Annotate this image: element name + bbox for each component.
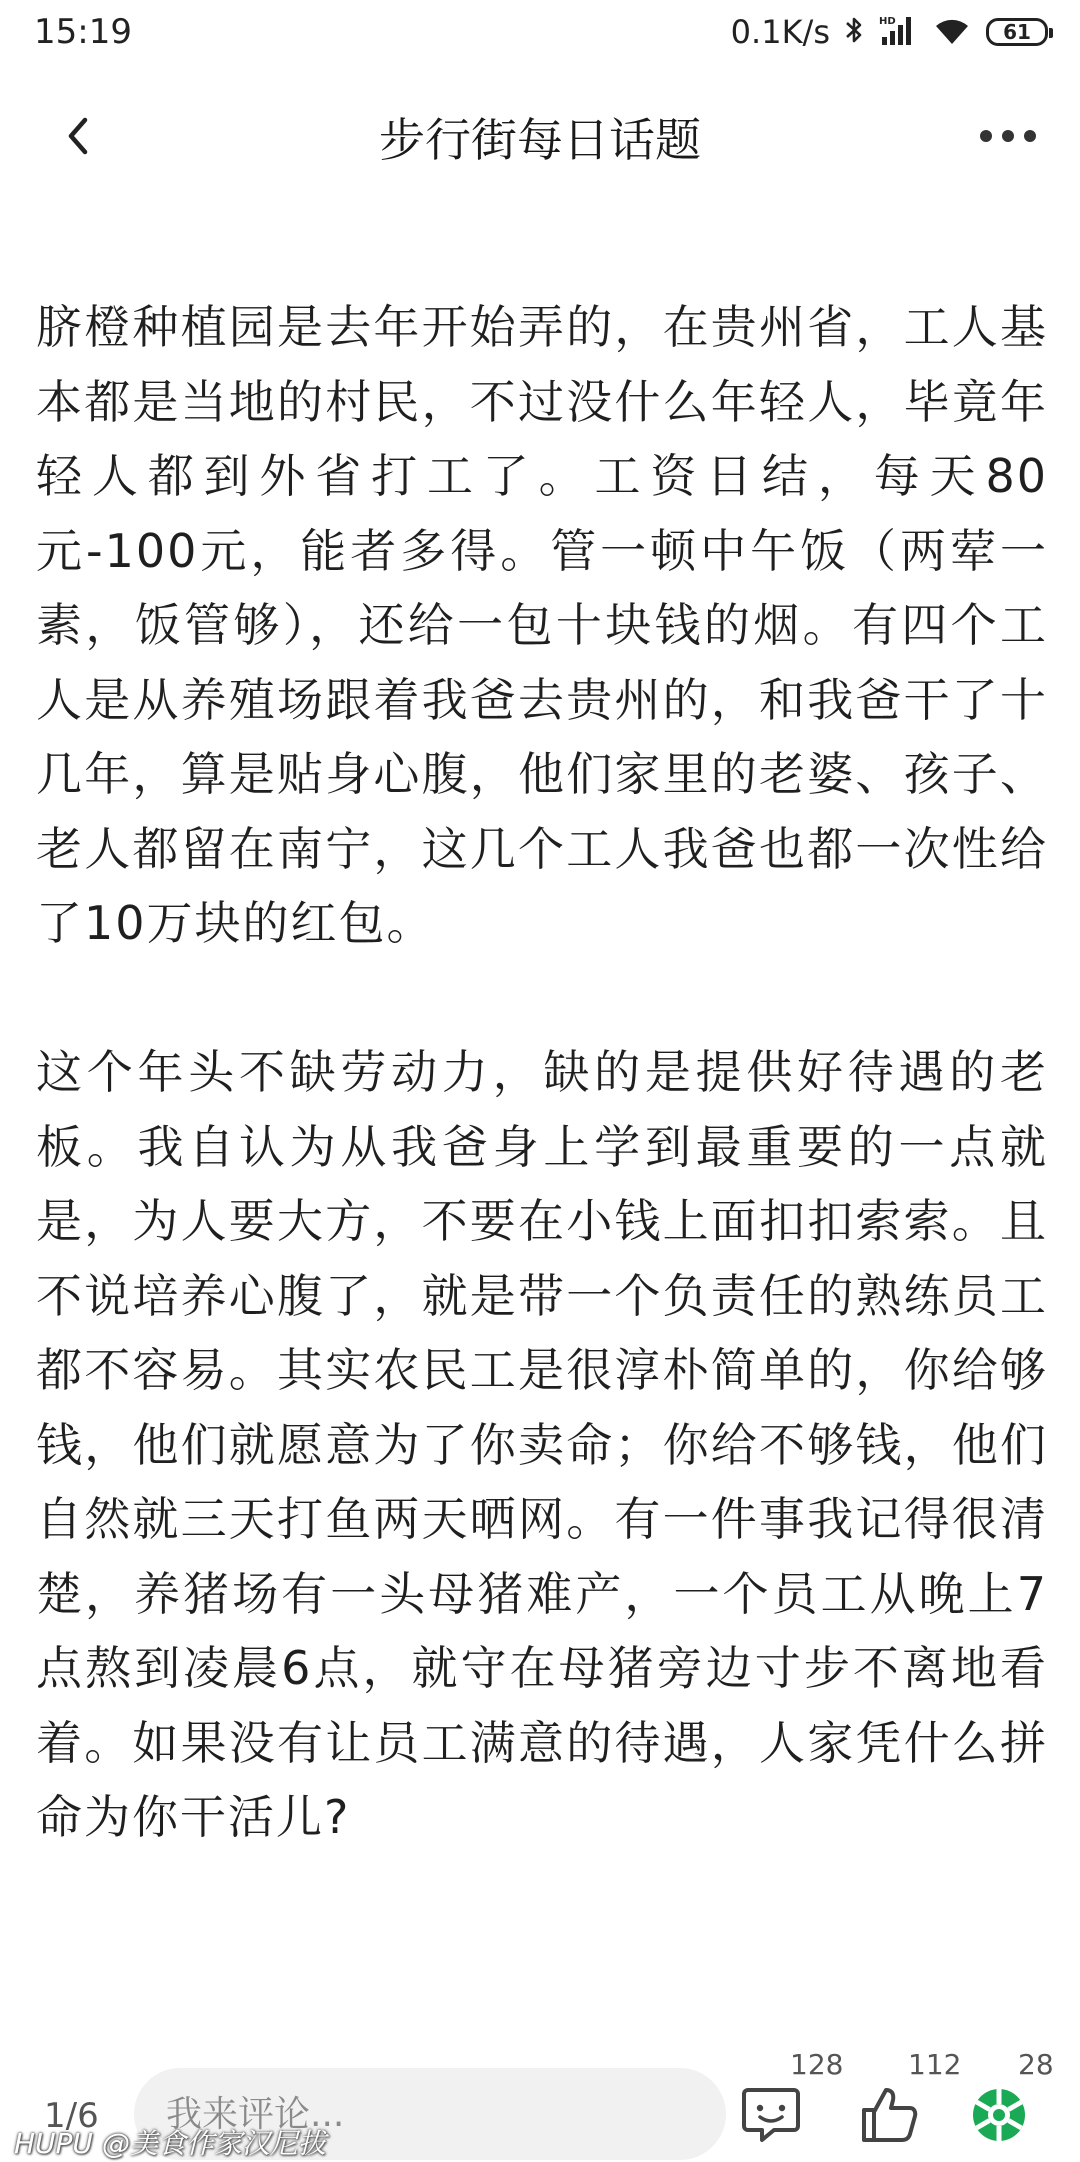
battery-level: 61	[1003, 20, 1031, 44]
more-options-button[interactable]	[972, 108, 1044, 164]
signal-icon	[878, 13, 918, 51]
like-count: 112	[908, 2048, 962, 2081]
more-dots-icon	[978, 129, 1038, 143]
svg-text:HD: HD	[879, 16, 896, 27]
article-paragraph: 这个年头不缺劳动力，缺的是提供好待遇的老板。我自认为从我爸身上学到最重要的一点就是，为人要大方，不要在小钱上面扣扣索索。且不说培养心腹了，就是带一个负责任的熟练员工都不容易。其实农民工是很淳朴简单的，你给够钱，他们就愿意为了你卖命；你给不够钱，他们自然就三天打鱼两天晒网。有一件事我记得很清楚，养猪场有一头母猪难产，一个员工从晚上7点熬到凌晨6点，就守在母猪旁边寸步不离地看着。如果没有让员工满意的待遇，人家凭什么拼命为你干活儿?	[36, 1045, 1048, 1844]
comment-count: 128	[790, 2048, 844, 2081]
wifi-icon	[932, 14, 972, 50]
bluetooth-icon	[844, 14, 864, 50]
app-header	[0, 80, 1080, 190]
article-body	[36, 290, 1048, 1929]
share-button[interactable]	[968, 2048, 1058, 2156]
share-aperture-icon	[968, 2084, 1030, 2146]
status-time: 15:19	[34, 12, 132, 52]
share-count: 28	[1018, 2048, 1054, 2081]
status-bar	[0, 0, 1080, 68]
comment-bubble-icon	[740, 2084, 802, 2146]
page-indicator: 1/6	[44, 2096, 99, 2136]
page-title: 步行街每日话题	[379, 113, 701, 167]
status-icons	[731, 10, 1048, 54]
battery-icon	[986, 18, 1048, 46]
comments-button[interactable]	[740, 2048, 844, 2156]
article-paragraph: 脐橙种植园是去年开始弄的，在贵州省，工人基本都是当地的村民，不过没什么年轻人，毕竟年轻人都到外省打工了。工资日结，每天80元-100元，能者多得。管一顿中午饭（两荤一素，饭管够），还给一包十块钱的烟。有四个工人是从养殖场跟着我爸去贵州的，和我爸干了十几年，算是贴身心腹，他们家里的老婆、孩子、老人都留在南宁，这几个工人我爸也都一次性给了10万块的红包。	[36, 300, 1048, 950]
like-button[interactable]	[858, 2048, 962, 2156]
watermark: HUPU @美食作家汉尼拔	[14, 2127, 326, 2160]
network-speed: 0.1K/s	[730, 13, 830, 51]
thumbs-up-icon	[858, 2084, 920, 2146]
